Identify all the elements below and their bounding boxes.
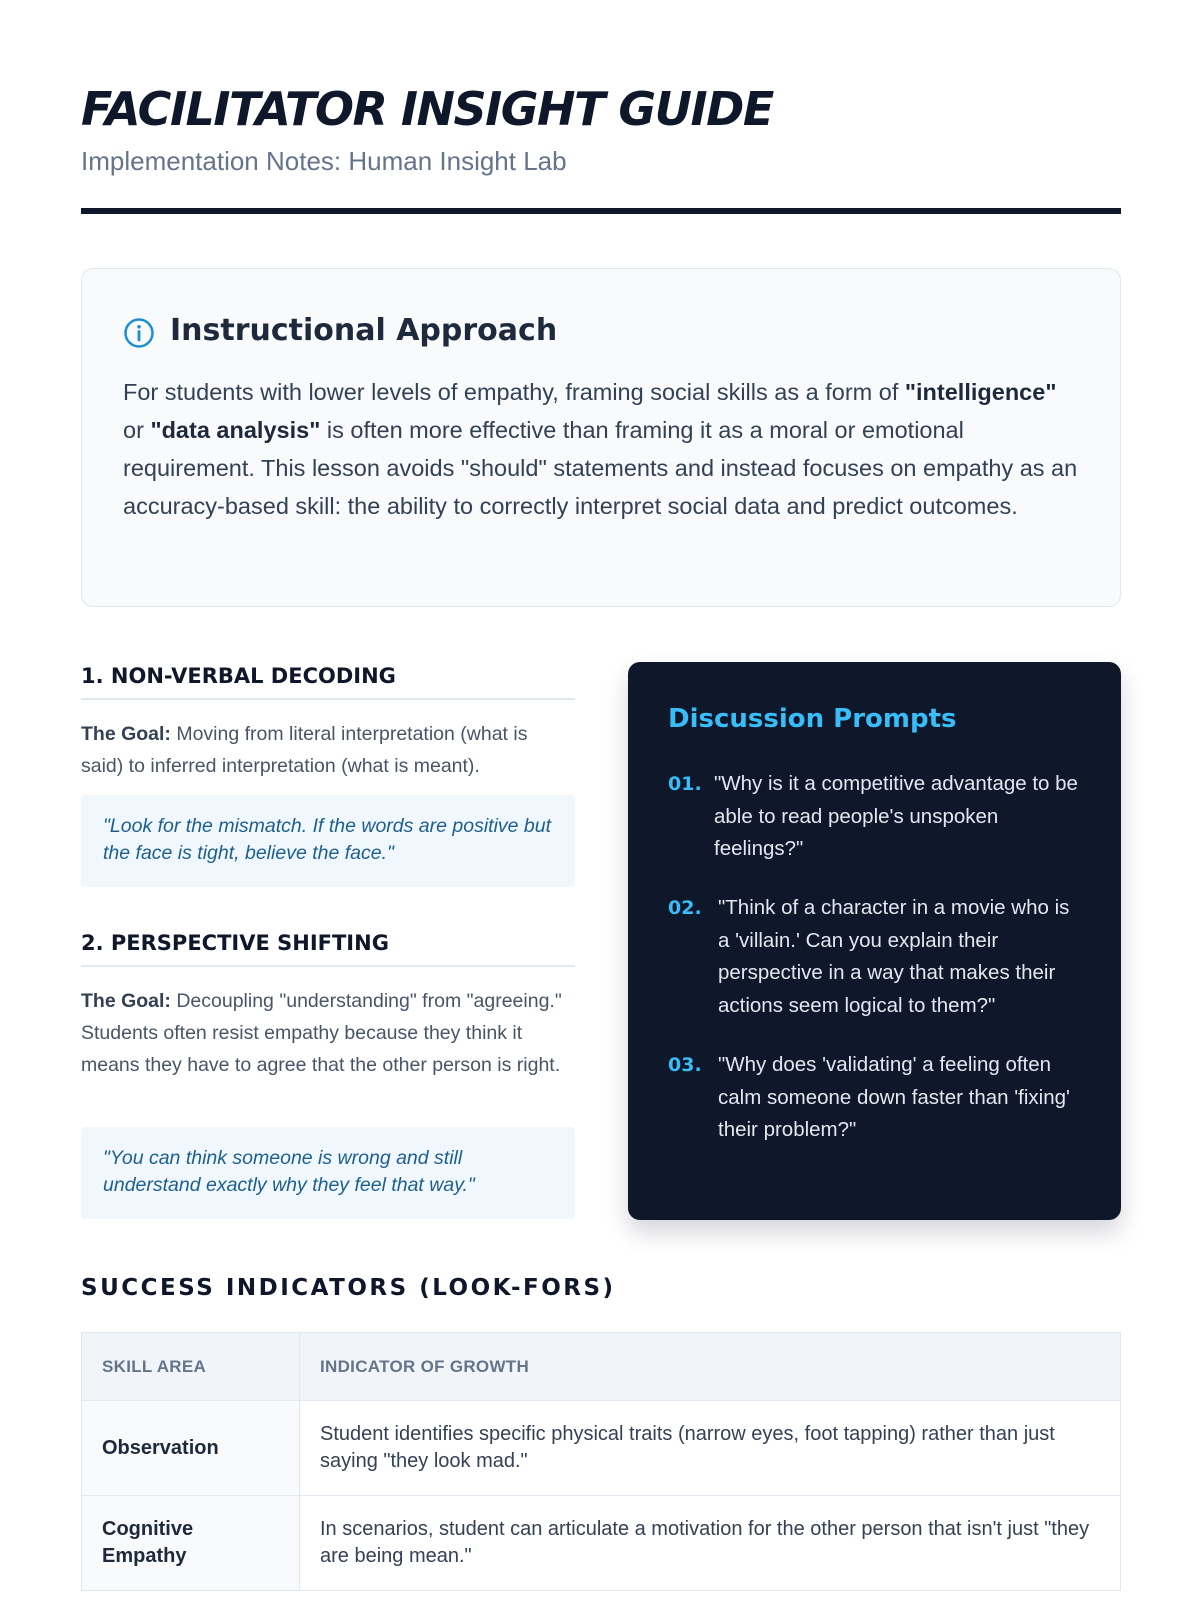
table-row <box>82 1401 1121 1496</box>
prompt-text: "Why does 'validating' a feeling often calm someone down faster than 'fixing' their problem?" <box>718 1053 1070 1141</box>
prompt-number: 03. <box>668 1054 702 1076</box>
approach-heading: Instructional Approach <box>170 313 558 348</box>
section-goal-nonverbal: The Goal: Moving from literal interpretation (what is said) to inferred interpretation (what is meant). <box>81 723 528 777</box>
column-header-indicator: INDICATOR OF GROWTH <box>300 1333 1121 1401</box>
page-title: FACILITATOR INSIGHT GUIDE <box>81 82 773 136</box>
section-heading-nonverbal: 1. NON-VERBAL DECODING <box>81 664 575 700</box>
page-subtitle: Implementation Notes: Human Insight Lab <box>81 146 567 176</box>
indicator-cell: In scenarios, student can articulate a motivation for the other person that isn't just "they are being mean." <box>300 1496 1121 1591</box>
table-header-row <box>82 1333 1121 1401</box>
indicator-cell: Student identifies specific physical traits (narrow eyes, foot tapping) rather than just saying "they look mad." <box>300 1401 1121 1496</box>
prompt-text: "Why is it a competitive advantage to be able to read people's unspoken feelings?" <box>714 772 1078 860</box>
column-header-skill-area: SKILL AREA <box>82 1333 300 1401</box>
prompt-item <box>668 1049 1078 1147</box>
prompt-item <box>668 892 1078 1022</box>
indicators-table <box>81 1332 1121 1591</box>
prompt-number: 02. <box>668 897 702 919</box>
section-goal-perspective: The Goal: Decoupling "understanding" from "agreeing." Students often resist empathy because they think it means they have to agree that the other person is right. <box>81 990 562 1076</box>
indicators-heading: SUCCESS INDICATORS (LOOK-FORS) <box>81 1275 616 1301</box>
approach-body: For students with lower levels of empathy, framing social skills as a form of "intelligence" or "data analysis" is often more effective than framing it as a moral or emotional requirement. This lesson avoids "should" statements and instead focuses on empathy as an accuracy-based skill: the ability to correctly interpret social data and predict outcomes. <box>123 379 1078 519</box>
instructional-approach-card <box>81 268 1121 607</box>
section-heading-perspective: 2. PERSPECTIVE SHIFTING <box>81 931 575 967</box>
info-icon <box>123 317 155 349</box>
approach-emphasis-intelligence: "intelligence" <box>904 379 1057 405</box>
discussion-prompts-card <box>628 662 1121 1220</box>
section-quote-nonverbal: "Look for the mismatch. If the words are positive but the face is tight, believe the face." <box>81 795 575 887</box>
table-row <box>82 1496 1121 1591</box>
section-quote-perspective: "You can think someone is wrong and still understand exactly why they feel that way." <box>81 1127 575 1219</box>
prompt-item <box>668 768 1078 866</box>
skill-area-cell: Observation <box>82 1401 300 1496</box>
title-divider <box>81 208 1121 214</box>
skill-area-cell: Cognitive Empathy <box>82 1496 300 1591</box>
prompts-heading: Discussion Prompts <box>668 704 957 734</box>
prompt-text: "Think of a character in a movie who is a 'villain.' Can you explain their perspective in a way that makes their actions seem logical to them?" <box>718 896 1070 1017</box>
prompt-number: 01. <box>668 773 702 795</box>
approach-emphasis-data-analysis: "data analysis" <box>150 417 321 443</box>
